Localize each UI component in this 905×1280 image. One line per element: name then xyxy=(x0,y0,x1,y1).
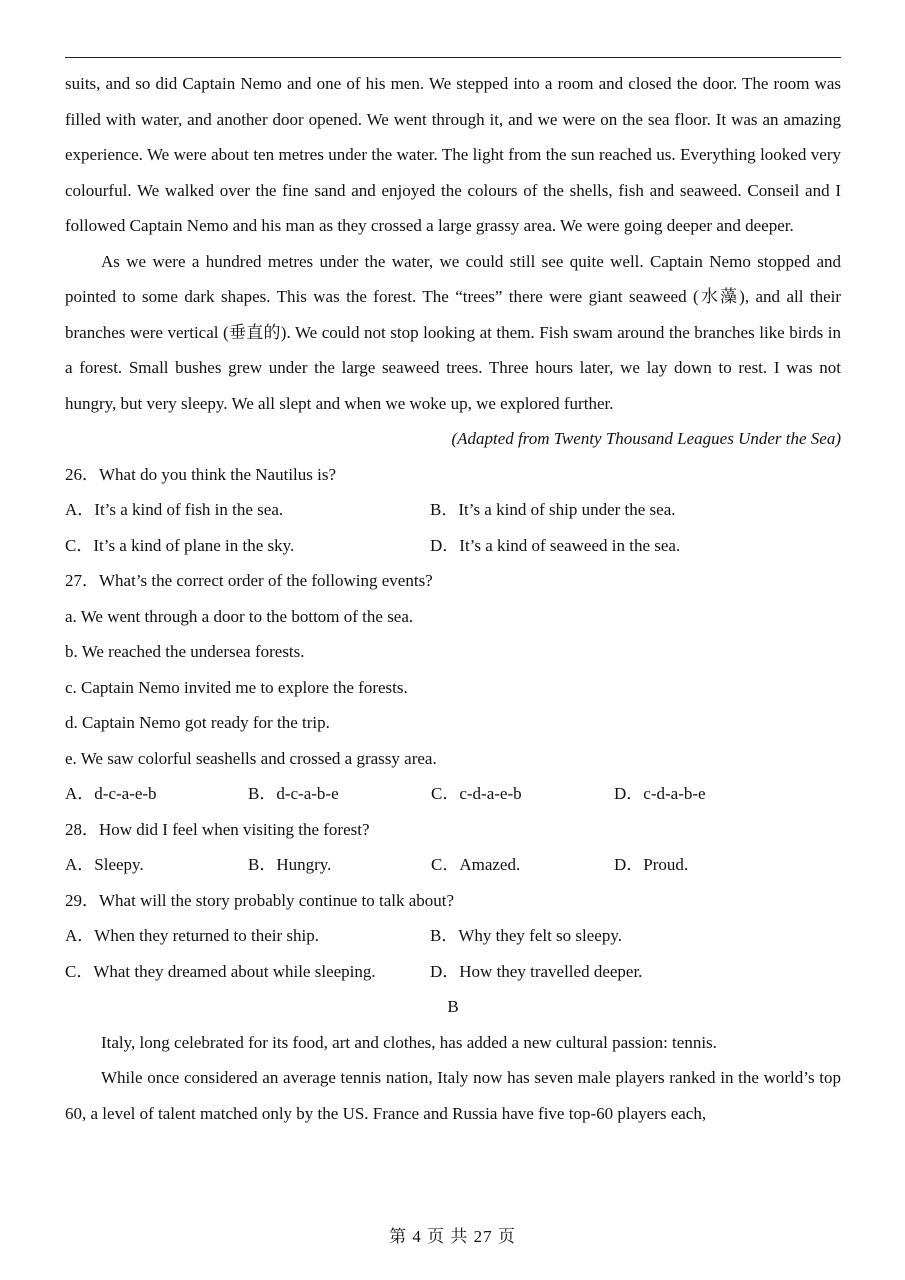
question-27-option-c: C．c-d-a-e-b xyxy=(431,784,522,803)
question-28-option-d: D．Proud. xyxy=(614,855,689,874)
question-29-option-c: C．What they dreamed about while sleeping. xyxy=(65,961,376,981)
question-27-option-d: D．c-d-a-b-e xyxy=(614,784,706,803)
question-27-event-c: c. Captain Nemo invited me to explore the forests. xyxy=(65,677,408,697)
page-footer: 第 4 页 共 27 页 xyxy=(389,1227,516,1246)
question-29-options xyxy=(65,918,841,954)
question-26-option-c: C．It’s a kind of plane in the sky. xyxy=(65,535,295,555)
passage-b-paragraph-2: While once considered an average tennis nation, Italy now has seven male players ranked in the world’s top 60, a level of talent matched only by the US. France and Russia have five top-60 players each, xyxy=(65,1068,841,1123)
question-26-option-b: B．It’s a kind of ship under the sea. xyxy=(430,500,676,519)
question-29-option-b: B．Why they felt so sleepy. xyxy=(430,926,622,945)
question-29-option-a: A．When they returned to their ship. xyxy=(65,926,319,945)
question-27-event-e: e. We saw colorful seashells and crossed a grassy area. xyxy=(65,748,437,768)
question-29-options-row-2 xyxy=(65,954,841,990)
question-26-option-d: D．It’s a kind of seaweed in the sea. xyxy=(430,535,681,555)
question-28-option-b: B．Hungry. xyxy=(248,855,332,874)
question-26-options-row-2 xyxy=(65,528,841,564)
question-27-option-a: A．d-c-a-e-b xyxy=(65,784,157,803)
question-26-options xyxy=(65,492,841,528)
question-29-stem: 29．What will the story probably continue to talk about? xyxy=(65,890,455,910)
passage-b-paragraph-1: Italy, long celebrated for its food, art and clothes, has added a new cultural passion: tennis. xyxy=(101,1032,717,1052)
question-27-options xyxy=(65,776,841,812)
question-29-option-d: D．How they travelled deeper. xyxy=(430,961,643,981)
question-28-stem: 28．How did I feel when visiting the forest? xyxy=(65,819,370,839)
header-rule xyxy=(65,57,841,58)
passage-a-paragraph-1: suits, and so did Captain Nemo and one of his men. We stepped into a room and closed the door. The room was filled with water, and another door opened. We went through it, and we were on the sea floor. It was an amazing experience. We were about ten metres under the water. The light from the sun reached us. Everything looked very colourful. We walked over the fine sand and enjoyed the colours of the shells, fish and seaweed. Conseil and I followed Captain Nemo and his man as they crossed a large grassy area. We were going deeper and deeper. xyxy=(65,74,841,235)
question-27-stem: 27．What’s the correct order of the following events? xyxy=(65,571,433,590)
question-26-stem: 26．What do you think the Nautilus is? xyxy=(65,464,337,484)
question-27-option-b: B．d-c-a-b-e xyxy=(248,784,339,803)
question-28-option-a: A．Sleepy. xyxy=(65,855,144,874)
section-b-heading: B xyxy=(447,997,459,1016)
question-28-options xyxy=(65,847,841,883)
passage-source: (Adapted from Twenty Thousand Leagues Under the Sea) xyxy=(451,429,841,448)
question-27-event-d: d. Captain Nemo got ready for the trip. xyxy=(65,713,330,732)
passage-a-paragraph-2: As we were a hundred metres under the water, we could still see quite well. Captain Nemo stopped and pointed to some dark shapes. This was the forest. The “trees” there were giant seaweed (水藻), and all their branches were vertical (垂直的). We could not stop looking at them. Fish swam around the branches like birds in a forest. Small bushes grew under the large seaweed trees. Three hours later, we lay down to rest. I was not hungry, but very sleepy. We all slept and when we woke up, we explored further. xyxy=(65,251,841,413)
question-27-event-a: a. We went through a door to the bottom of the sea. xyxy=(65,606,414,626)
question-28-option-c: C．Amazed. xyxy=(431,855,521,874)
document-page xyxy=(65,66,841,1131)
question-26-option-a: A．It’s a kind of fish in the sea. xyxy=(65,500,284,519)
question-27-event-b: b. We reached the undersea forests. xyxy=(65,642,305,661)
